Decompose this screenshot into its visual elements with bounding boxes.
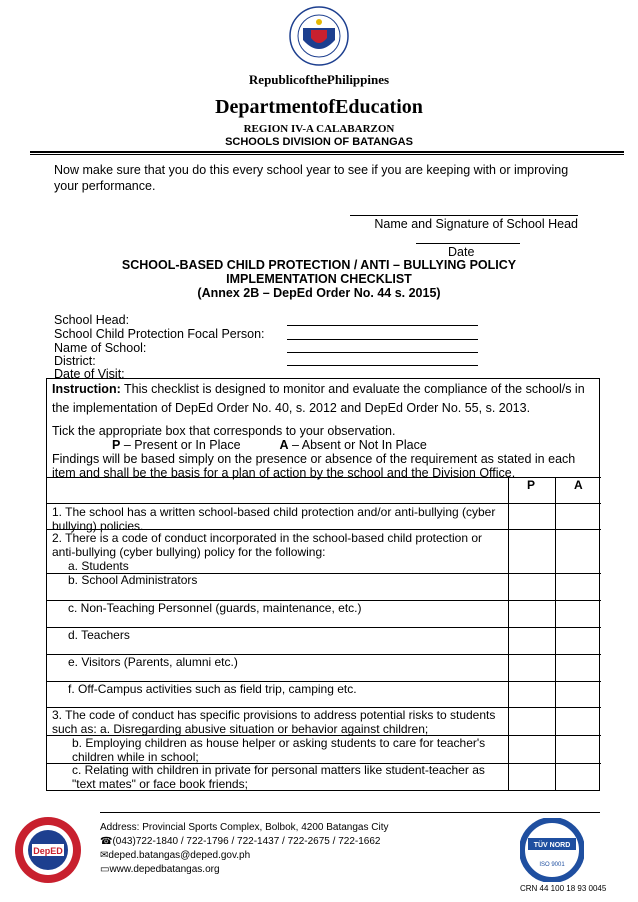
item-2d: d. Teachers: [68, 628, 130, 642]
field-district: District:: [54, 354, 96, 368]
checklist-title-line3: (Annex 2B – DepEd Order No. 44 s. 2015): [197, 286, 441, 300]
item-3c: c. Relating with children in private for personal matters like student-teacher as "text mates" or face book friends;: [72, 763, 485, 791]
footer-email[interactable]: deped.batangas@deped.gov.ph: [108, 850, 251, 861]
item-3: 3. The code of conduct has specific provisions to address potential risks to students such as: a. Disregarding abusive situation or behavior against children;: [52, 708, 496, 736]
school-name-line[interactable]: [287, 352, 478, 353]
item-2c: c. Non-Teaching Personnel (guards, maintenance, etc.): [68, 601, 362, 615]
header-divider-thin: [30, 154, 624, 155]
footer-web[interactable]: www.depedbatangas.org: [109, 864, 220, 875]
item-2: 2. There is a code of conduct incorporated in the school-based child protection or anti-bullying (cyber bullying) policy for the following:: [52, 531, 483, 559]
date-line[interactable]: [416, 243, 520, 244]
deped-logo-text: DepED: [33, 846, 63, 856]
tuv-nord-certification-icon: [520, 818, 584, 882]
field-school-head: School Head:: [54, 313, 130, 327]
a-key: A: [279, 438, 289, 452]
instruction-block: [52, 380, 592, 480]
intro-text: Now make sure that you do this every school year to see if you are keeping with or improving your performance.: [54, 163, 569, 193]
field-focal-person: School Child Protection Focal Person:: [54, 327, 265, 341]
date-label: Date: [448, 245, 475, 259]
district-line[interactable]: [287, 365, 478, 366]
iso-logo-text: ISO 9001: [539, 862, 565, 868]
checklist-title-line2: IMPLEMENTATION CHECKLIST: [226, 272, 412, 286]
footer-phone-row: [100, 836, 380, 847]
signature-line[interactable]: [350, 215, 578, 216]
p-text: – Present or In Place: [120, 438, 241, 452]
item-2f: f. Off-Campus activities such as field trip, camping etc.: [68, 682, 357, 696]
checkbox-item-1-p[interactable]: [508, 503, 554, 529]
footer-phone: (043)722-1840 / 722-1796 / 722-1437 / 722-2675 / 722-1662: [112, 836, 381, 847]
mail-icon: ✉: [100, 850, 109, 861]
item-2e: e. Visitors (Parents, alumni etc.): [68, 655, 238, 669]
instruction-text1: This checklist is designed to monitor and evaluate the compliance of the school/s in the implementation of DepEd Order No. 40, s. 2012 and DepEd Order No. 55, s. 2013.: [52, 382, 585, 415]
item-2b: b. School Administrators: [68, 573, 198, 587]
checklist-title-line1: SCHOOL-BASED CHILD PROTECTION / ANTI – BULLYING POLICY: [121, 258, 517, 272]
footer-divider: [100, 812, 600, 813]
footer-email-row: [100, 850, 250, 861]
instruction-bold: Instruction:: [52, 382, 121, 396]
signature-label: Name and Signature of School Head: [374, 217, 578, 231]
item-2a: a. Students: [68, 559, 129, 573]
footer-web-row: [100, 864, 220, 875]
monitor-icon: ▭: [100, 864, 110, 875]
column-a-header: A: [574, 478, 583, 492]
deped-seal-icon: [289, 6, 349, 66]
region-label: REGION IV-A CALABARZON: [243, 123, 395, 135]
school-head-line[interactable]: [287, 325, 478, 326]
focal-person-line[interactable]: [287, 339, 478, 340]
phone-icon: ☎: [100, 836, 113, 847]
instruction-text2: Tick the appropriate box that corresponds to your observation.: [52, 424, 396, 438]
header-divider: [30, 151, 624, 153]
department-title: DepartmentofEducation: [215, 96, 423, 118]
checkbox-item-1-a[interactable]: [555, 503, 599, 529]
item-1: 1. The school has a written school-based child protection and/or anti-bullying (cyber bullying) policies.: [52, 505, 496, 533]
footer-address: Address: Provincial Sports Complex, Bolbok, 4200 Batangas City: [100, 822, 389, 833]
republic-label: RepublicofthePhilippines: [248, 72, 390, 87]
item-3b: b. Employing children as house helper or asking students to care for teacher's children while in school;: [72, 736, 486, 764]
tuv-logo-text: TÜV NORD: [533, 842, 571, 849]
division-seal-icon: [8, 815, 88, 885]
field-school-name: Name of School:: [54, 341, 147, 355]
a-text: – Absent or Not In Place: [288, 438, 427, 452]
p-key: P: [112, 438, 121, 452]
instruction-text3: Findings will be based simply on the presence or absence of the requirement as stated in each item and shall be the basis for a plan of action by the school and the Division Office.: [52, 452, 576, 480]
division-label: SCHOOLS DIVISION OF BATANGAS: [225, 136, 413, 148]
column-p-header: P: [527, 478, 536, 492]
crn-number: CRN 44 100 18 93 0045: [520, 884, 607, 893]
field-date-of-visit: Date of Visit:: [54, 367, 125, 381]
